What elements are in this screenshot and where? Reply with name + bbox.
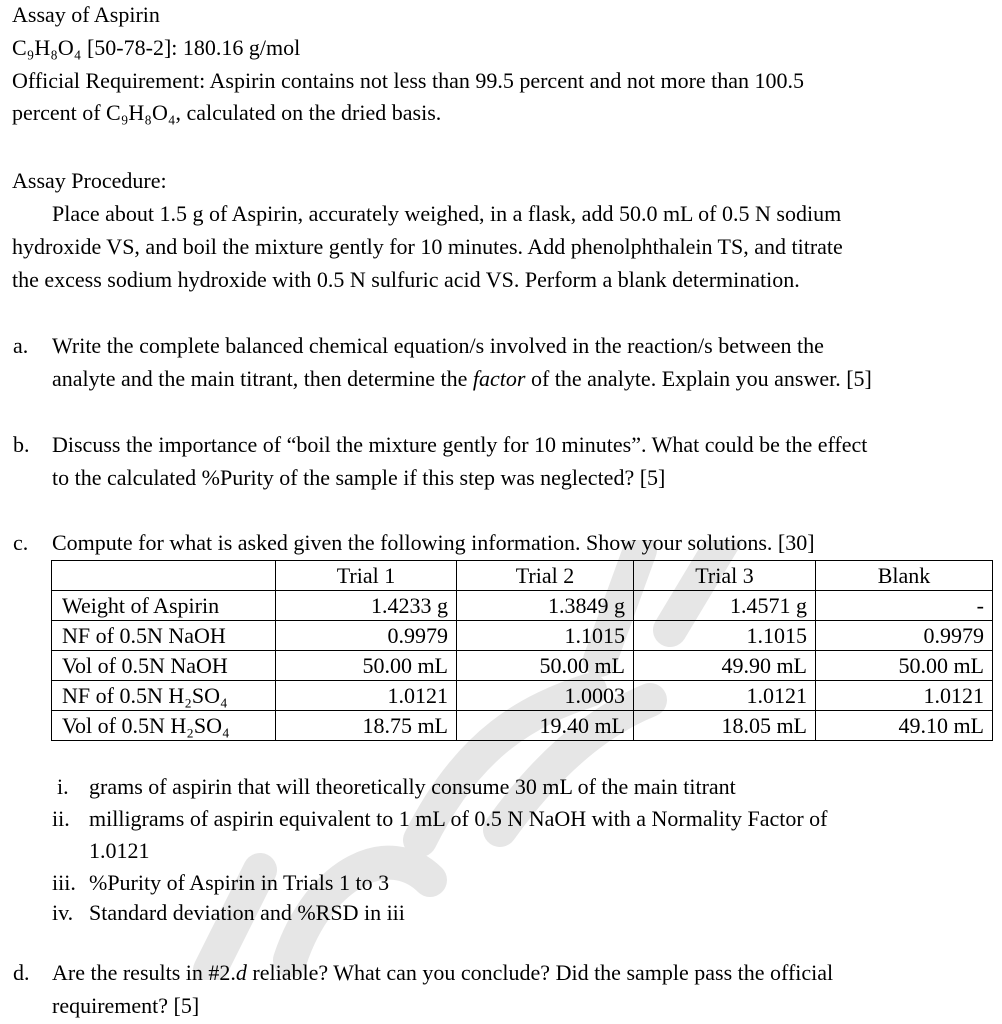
table-cell: 1.1015 [457,621,634,651]
question-d-marker: d. [13,960,30,985]
question-c-marker: c. [13,530,29,555]
procedure-line-2: hydroxide VS, and boil the mixture gently for 10 minutes. Add phenolphthalein TS, and titrate [12,234,843,259]
table-cell: 18.75 mL [276,711,457,741]
table-cell: 50.00 mL [457,651,634,681]
table-cell: 0.9979 [816,621,993,651]
requirement-line-2: percent of C₉H₈O₄, calculated on the dried basis. [12,100,442,125]
subquestion-iv-marker: iv. [52,900,74,925]
subquestion-i-marker: i. [57,774,69,799]
table-cell: 1.0121 [276,681,457,711]
row-label: Vol of 0.5N NaOH [52,651,276,681]
table-cell: 1.4233 g [276,591,457,621]
row-label: Vol of 0.5N H₂SO₄ [52,711,276,741]
table-cell: 0.9979 [276,621,457,651]
table-cell: 1.1015 [634,621,816,651]
question-d-line-2: requirement? [5] [52,993,200,1018]
table-cell: 1.0003 [457,681,634,711]
table-cell: 50.00 mL [816,651,993,681]
question-a-line-2: analyte and the main titrant, then determine the factor of the analyte. Explain you answer. [5] [52,366,872,391]
table-cell: 19.40 mL [457,711,634,741]
row-label: NF of 0.5N H₂SO₄ [52,681,276,711]
table-cell: 18.05 mL [634,711,816,741]
item-d-emphasis: d [235,960,247,985]
table-row [52,591,993,621]
table-cell: - [816,591,993,621]
question-b-line-1: Discuss the importance of “boil the mixture gently for 10 minutes”. What could be the effect [52,432,868,457]
table-cell: 1.4571 g [634,591,816,621]
table-header-cell [52,561,276,591]
table-cell: 1.0121 [816,681,993,711]
table-cell: 49.10 mL [816,711,993,741]
subquestion-i-text: grams of aspirin that will theoretically consume 30 mL of the main titrant [89,774,736,799]
table-row [52,621,993,651]
procedure-heading: Assay Procedure: [12,168,167,193]
table-row [52,651,993,681]
subquestion-iv-text: Standard deviation and %RSD in iii [89,900,405,925]
table-header-cell: Blank [816,561,993,591]
question-a-line-1: Write the complete balanced chemical equation/s involved in the reaction/s between the [52,333,824,358]
question-d-line-1: Are the results in #2.d reliable? What can you conclude? Did the sample pass the official [52,960,834,985]
table-header-cell: Trial 2 [457,561,634,591]
document-title: Assay of Aspirin [12,2,160,27]
table-cell: 49.90 mL [634,651,816,681]
requirement-line-1: Official Requirement: Aspirin contains not less than 99.5 percent and not more than 100.5 [12,68,805,93]
table-cell: 1.3849 g [457,591,634,621]
table-header-cell: Trial 3 [634,561,816,591]
row-label: NF of 0.5N NaOH [52,621,276,651]
question-b-line-2: to the calculated %Purity of the sample if this step was neglected? [5] [52,465,666,490]
question-c-line-1: Compute for what is asked given the following information. Show your solutions. [30] [52,530,815,555]
titration-data-table [51,560,993,741]
row-label: Weight of Aspirin [52,591,276,621]
question-a-marker: a. [13,333,29,358]
factor-emphasis: factor [472,366,526,391]
procedure-line-1: Place about 1.5 g of Aspirin, accurately weighed, in a flask, add 50.0 mL of 0.5 N sodium [52,201,842,226]
question-b-marker: b. [13,432,30,457]
formula-line: C₉H₈O₄ [50-78-2]: 180.16 g/mol [12,35,301,60]
subquestion-ii-text: milligrams of aspirin equivalent to 1 mL of 0.5 N NaOH with a Normality Factor of [89,806,828,831]
subquestion-ii-marker: ii. [52,806,70,831]
subquestion-ii-text-cont: 1.0121 [89,838,150,863]
table-header-row [52,561,993,591]
table-row [52,711,993,741]
table-row [52,681,993,711]
subquestion-iii-text: %Purity of Aspirin in Trials 1 to 3 [89,870,390,895]
procedure-line-3: the excess sodium hydroxide with 0.5 N sulfuric acid VS. Perform a blank determination. [12,267,800,292]
table-cell: 1.0121 [634,681,816,711]
table-cell: 50.00 mL [276,651,457,681]
table-header-cell: Trial 1 [276,561,457,591]
subquestion-iii-marker: iii. [52,870,76,895]
